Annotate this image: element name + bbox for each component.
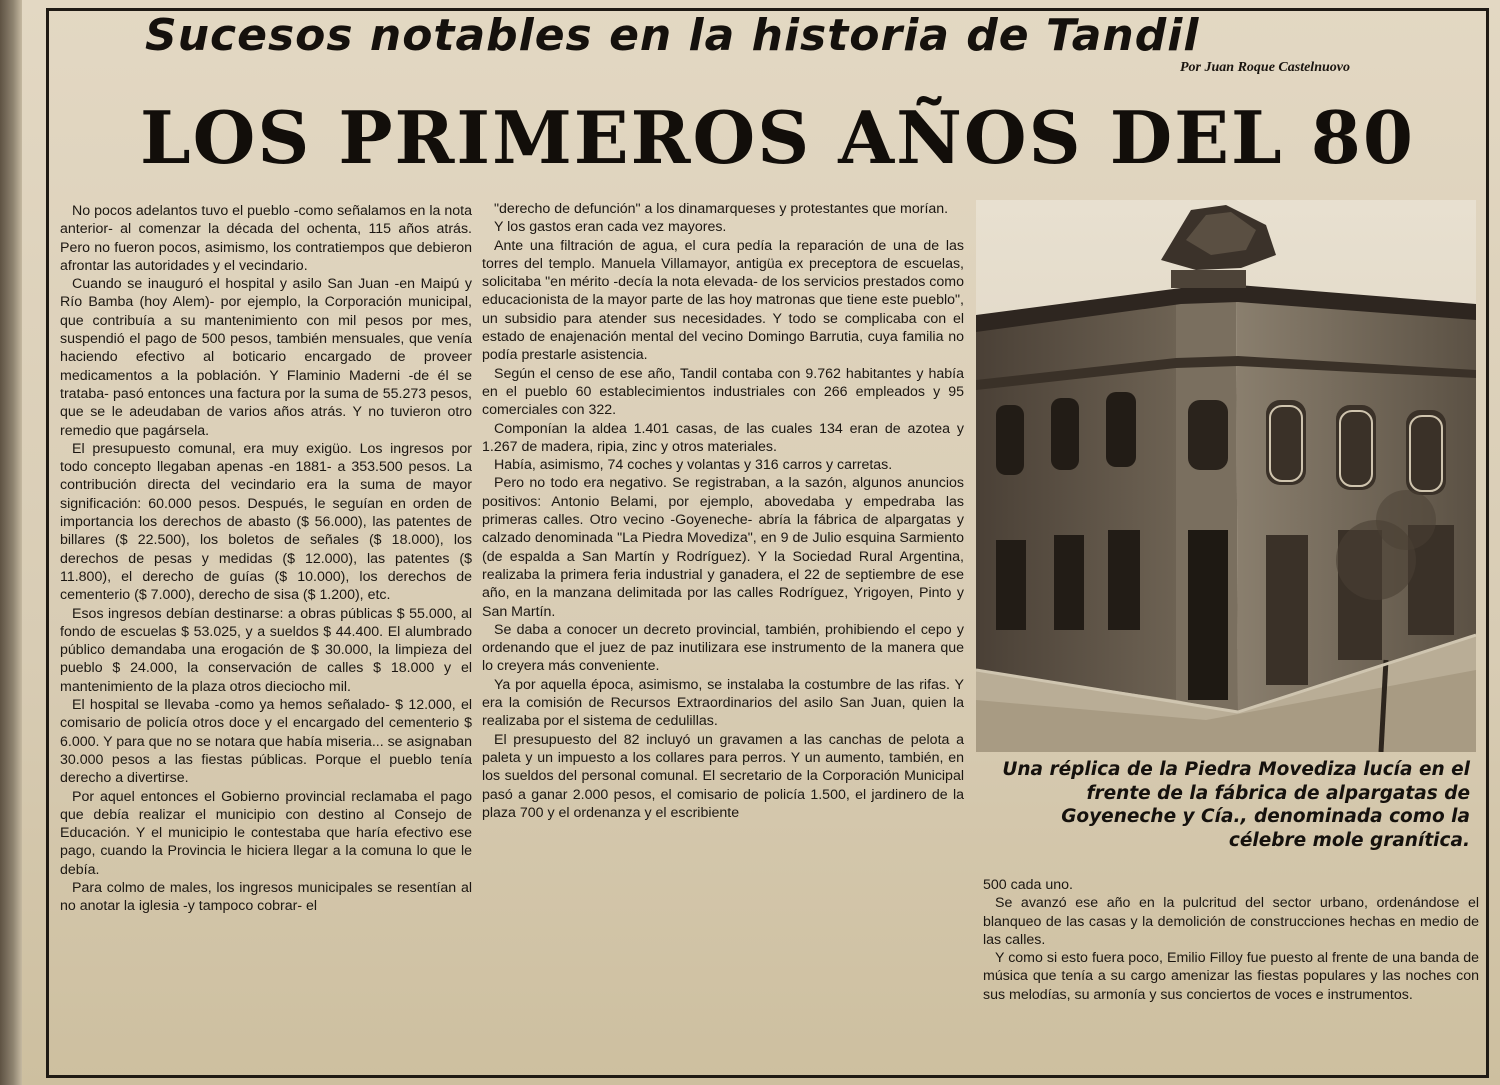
paragraph: Y como si esto fuera poco, Emilio Filloy fue puesto al frente de una banda de música que tenía a su cargo amenizar las fiestas populares y las noches con sus melodías, su armonía y sus conciertos de voces e instrumentos.	[983, 950, 1479, 1003]
paragraph: "derecho de defunción" a los dinamarqueses y protestantes que morían.	[494, 201, 949, 217]
byline: Por Juan Roque Castelnuovo	[1180, 60, 1350, 75]
paragraph: Cuando se inauguró el hospital y asilo San Juan -en Maipú y Río Bamba (hoy Alem)- por ejemplo, la Corporación municipal, que contribuía a su mantenimiento con mil pesos por mes, suspendió el pago de 500 pesos, también mensuales, que venía haciendo efectivo al boticario encargado de proveer medicamentos a la población. Y Flaminio Maderni -de él se trataba- pasó entonces una factura por la suma de 55.273 pesos, que se le adeudaban de varios años atrás. Y no tuvieron otro remedio que pagársela.	[60, 276, 472, 439]
paragraph: Esos ingresos debían destinarse: a obras públicas $ 55.000, al fondo de escuelas $ 53.025, y a sueldos $ 44.400. El alumbrado público demandaba una erogación de $ 30.000, la limpieza del pueblo $ 24.000, la conservación de calles $ 18.000 y el mantenimiento de la plaza otros dieciocho mil.	[60, 605, 472, 695]
paragraph: Pero no todo era negativo. Se registraban, a la sazón, algunos anuncios positivos: Antonio Belami, por ejemplo, abovedaba y empedraba las primeras calles. Otro vecino -Goyeneche- abría la fábrica de alpargatas y calzado denominada "La Piedra Movediza", en 9 de Julio esquina Sarmiento (de espalda a San Martín y Rodríguez). Y la Sociedad Rural Argentina, realizaba la primera feria industrial y ganadera, el 22 de septiembre de ese año, en la manzana delimitada por las calles Rodríguez, Yrigoyen, Pinto y San Martín.	[482, 475, 964, 620]
paragraph: Se avanzó ese año en la pulcritud del sector urbano, ordenándose el blanqueo de las casas y la demolición de construcciones hechas en medio de las calles.	[983, 895, 1479, 948]
paragraph: No pocos adelantos tuvo el pueblo -como señalamos en la nota anterior- al comenzar la década del ochenta, 115 años atrás. Pero no fueron pocos, asimismo, los contratiempos que debieron afrontar las autoridades y el vecindario.	[60, 203, 472, 274]
paragraph: Por aquel entonces el Gobierno provincial reclamaba el pago que debía realizar el municipio con destino al Consejo de Educación. Y el municipio le contestaba que haría efectivo ese pago, cuando la Provincia le hiciera llegar a la comuna lo que le debía.	[60, 788, 472, 878]
paragraph: Según el censo de ese año, Tandil contaba con 9.762 habitantes y había en el pueblo 60 establecimientos industriales con 266 empleados y 95 comerciales con 322.	[482, 365, 964, 419]
page-binding-edge	[0, 0, 22, 1085]
paragraph: Ya por aquella época, asimismo, se instalaba la costumbre de las rifas. Y era la comisión de Recursos Extraordinarios del asilo San Juan, quien la realizaba por el sistema de cedulillas.	[482, 676, 964, 730]
article-column-3	[983, 876, 1479, 1004]
article-column-2	[482, 200, 964, 822]
building-photo	[976, 200, 1476, 752]
paragraph: Y los gastos eran cada vez mayores.	[494, 219, 727, 236]
paragraph: Había, asimismo, 74 coches y volantas y 316 carros y carretas.	[494, 457, 893, 474]
section-title: Sucesos notables en la historia de Tandil	[145, 10, 1200, 61]
paragraph: Para colmo de males, los ingresos municipales se resentían al no anotar la iglesia -y tampoco cobrar- el	[60, 879, 472, 915]
headline: LOS PRIMEROS AÑOS DEL 80	[140, 95, 1415, 180]
paragraph: Ante una filtración de agua, el cura pedía la reparación de una de las torres del templo. Manuela Villamayor, antigüa ex preceptora de escuelas, solicitaba "en mérito -decía la nota elevada- de los servicios prestados como educacionista de la mayor parte de las hoy matronas que tiene este pueblo", un subsidio para atender sus necesidades. Y todo se complicaba con el estado de enajenación mental del vecino Domingo Barrutia, cuya familia no podía prestarle asistencia.	[482, 237, 964, 364]
paragraph: El presupuesto del 82 incluyó un gravamen a las canchas de pelota a paleta y un impuesto a los collares para perros. Y un aumento, también, en los sueldos del personal comunal. El secretario de la Corporación Municipal pasó a ganar 2.000 pesos, el comisario de policía 1.500, el jardinero de la plaza 700 y el ordenanza y el escribiente	[482, 731, 964, 821]
paragraph: El hospital se llevaba -como ya hemos señalado- $ 12.000, el comisario de policía otros doce y el encargado del cementerio $ 6.000. Y para que no se notara que había miseria... se asignaban 30.000 pesos a las fiestas públicas. Porque el pueblo tenía derecho a divertirse.	[60, 697, 472, 787]
article-column-1	[60, 202, 472, 916]
paragraph: 500 cada uno.	[983, 877, 1073, 893]
photo-caption: Una réplica de la Piedra Movediza lucía en el frente de la fábrica de alpargatas de Goyeneche y Cía., denominada como la célebre mole granítica.	[1002, 759, 1470, 851]
paragraph: El presupuesto comunal, era muy exigüo. Los ingresos por todo concepto llegaban apenas -en 1881- a 353.500 pesos. La contribución directa del vecindario era la suma de mayor significación: 60.000 pesos. Después, le seguían en orden de importancia los derechos de abasto ($ 56.000), las patentes de billares ($ 22.500), los boletos de señales ($ 18.000), los derechos de pesas y medidas ($ 12.000), las patentes ($ 11.800), el derecho de guías ($ 10.000), los derechos de cementerio ($ 7.000), derecho de sisa ($ 1.200), etc.	[60, 440, 472, 604]
paragraph: Se daba a conocer un decreto provincial, también, prohibiendo el cepo y ordenando que el juez de paz inutilizara ese instrumento de la manera que lo creyera más conveniente.	[482, 621, 964, 675]
paragraph: Componían la aldea 1.401 casas, de las cuales 134 eran de azotea y 1.267 de madera, ripia, zinc y otros materiales.	[482, 420, 964, 455]
